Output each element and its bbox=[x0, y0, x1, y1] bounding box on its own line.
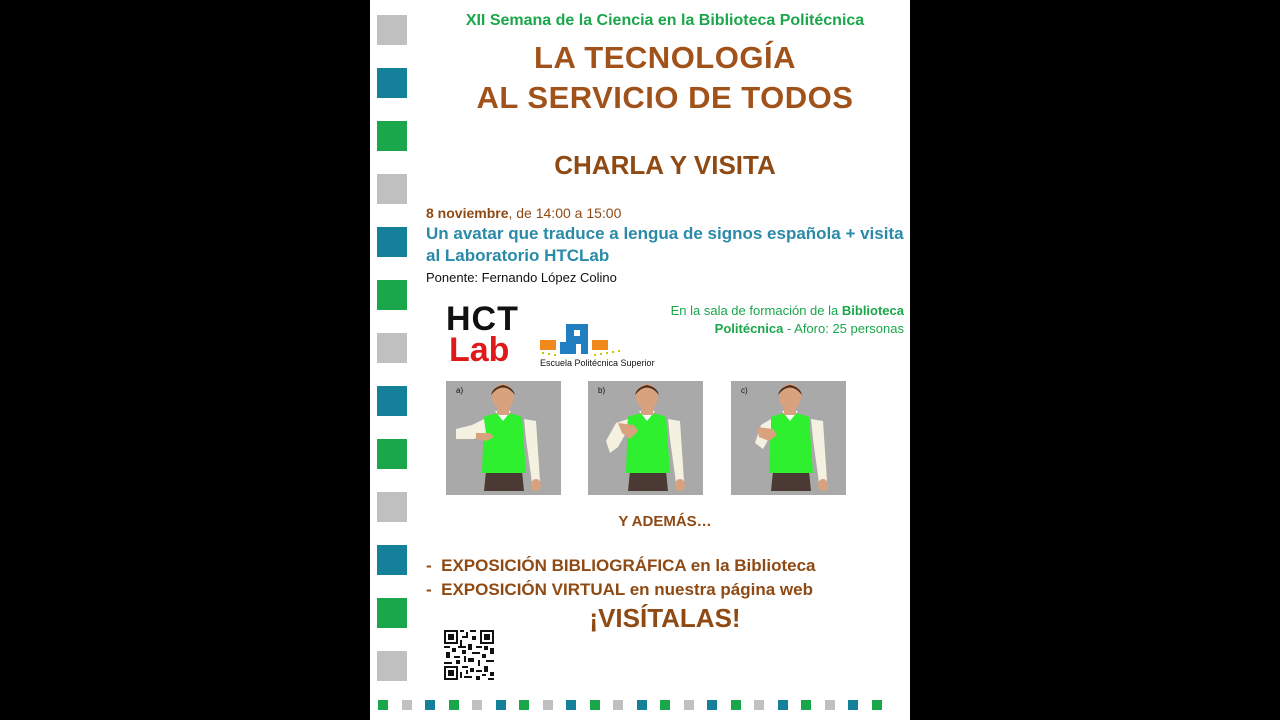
location-name: Biblioteca Politécnica bbox=[714, 303, 904, 336]
exhibition-place: en nuestra página web bbox=[625, 580, 813, 599]
hctlab-logo bbox=[446, 300, 519, 369]
decorative-square bbox=[613, 700, 623, 710]
decorative-square bbox=[377, 280, 407, 310]
hctlab-logo-top: HCT bbox=[446, 300, 519, 338]
decorative-square bbox=[519, 700, 529, 710]
exhibition-name: EXPOSICIÓN VIRTUAL bbox=[441, 580, 625, 599]
decorative-square bbox=[377, 439, 407, 469]
decorative-square bbox=[377, 651, 407, 681]
decorative-square bbox=[872, 700, 882, 710]
decorative-square bbox=[496, 700, 506, 710]
main-title-line2: AL SERVICIO DE TODOS bbox=[476, 80, 854, 115]
avatar-label: a) bbox=[456, 386, 464, 395]
exhibition-place: en la Biblioteca bbox=[686, 556, 816, 575]
eps-logo bbox=[540, 322, 655, 372]
avatar-label: c) bbox=[741, 386, 748, 395]
avatar-image-a bbox=[446, 381, 561, 495]
decorative-square bbox=[566, 700, 576, 710]
decorative-square bbox=[801, 700, 811, 710]
list-dash: - bbox=[426, 556, 442, 575]
event-series-subtitle: XII Semana de la Ciencia en la Biblioteca Politécnica bbox=[465, 12, 865, 29]
decorative-square bbox=[377, 545, 407, 575]
list-dash: - bbox=[426, 580, 442, 599]
eps-logo-text: Escuela Politécnica Superior bbox=[540, 358, 655, 368]
decorative-square bbox=[425, 700, 435, 710]
decorative-square bbox=[707, 700, 717, 710]
main-title-line1: LA TECNOLOGÍA bbox=[534, 40, 796, 75]
decorative-square bbox=[590, 700, 600, 710]
speaker: Ponente: Fernando López Colino bbox=[426, 270, 617, 285]
qr-code-icon bbox=[444, 630, 494, 680]
location-info bbox=[610, 302, 904, 338]
decorative-square bbox=[754, 700, 764, 710]
avatar-image-b bbox=[588, 381, 703, 495]
decorative-square bbox=[378, 700, 388, 710]
decorative-square bbox=[449, 700, 459, 710]
eps-building-icon bbox=[540, 322, 630, 358]
decorative-square bbox=[848, 700, 858, 710]
decorative-square bbox=[684, 700, 694, 710]
exhibition-name: EXPOSICIÓN BIBLIOGRÁFICA bbox=[441, 556, 687, 575]
additional-heading: Y ADEMÁS… bbox=[618, 513, 712, 530]
talk-title: Un avatar que traduce a lengua de signos española + visita al Laboratorio HTCLab bbox=[426, 224, 904, 265]
location-capacity: - Aforo: 25 personas bbox=[783, 321, 904, 336]
decorative-square bbox=[377, 386, 407, 416]
decorative-square bbox=[402, 700, 412, 710]
event-time: , de 14:00 a 15:00 bbox=[508, 205, 622, 221]
avatar-image-c bbox=[731, 381, 846, 495]
exhibition-item-virtual bbox=[426, 580, 813, 600]
decorative-square bbox=[377, 121, 407, 151]
exhibition-item-library bbox=[426, 556, 816, 576]
poster-page bbox=[370, 0, 910, 720]
decorative-square bbox=[377, 333, 407, 363]
event-type-heading: CHARLA Y VISITA bbox=[554, 150, 776, 180]
avatar-label: b) bbox=[598, 386, 606, 395]
event-date bbox=[426, 205, 621, 221]
decorative-square bbox=[778, 700, 788, 710]
decorative-square bbox=[472, 700, 482, 710]
call-to-action: ¡VISÍTALAS! bbox=[589, 603, 741, 633]
location-prefix: En la sala de formación de la bbox=[670, 303, 842, 318]
hctlab-logo-bottom: Lab bbox=[449, 331, 510, 369]
event-date-day: 8 noviembre bbox=[426, 205, 509, 221]
decorative-square bbox=[543, 700, 553, 710]
decorative-square bbox=[637, 700, 647, 710]
decorative-square bbox=[731, 700, 741, 710]
decorative-square bbox=[825, 700, 835, 710]
decorative-square bbox=[660, 700, 670, 710]
decorative-square bbox=[377, 227, 407, 257]
